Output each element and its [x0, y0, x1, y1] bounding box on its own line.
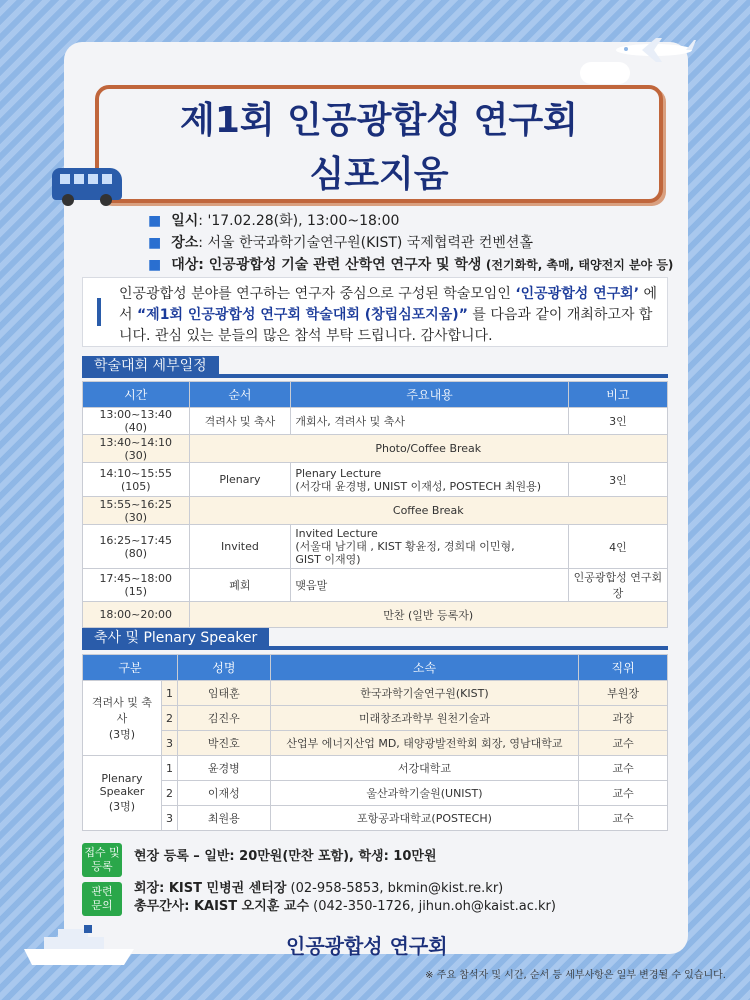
schedule-header: 순서 [189, 382, 291, 408]
speakers-pos: 교수 [579, 806, 668, 831]
speakers-row [83, 681, 668, 706]
registration-badge [82, 843, 122, 877]
speakers-row [83, 781, 668, 806]
contact-badge [82, 882, 122, 916]
schedule-row [83, 602, 668, 628]
info-row: ■ 일시: '17.02.28(화), 13:00~18:00 [148, 213, 400, 229]
title-box [95, 85, 663, 203]
schedule-time: 13:00~13:40 (40) [83, 408, 190, 435]
schedule-content: Invited Lecture (서울대 남기태 , KIST 황윤정, 경희대 이민형, GIST 이재영) [291, 525, 568, 569]
schedule-content: 만찬 (일반 등록자) [189, 602, 667, 628]
speakers-org: 포항공과대학교(POSTECH) [270, 806, 578, 831]
speakers-pos: 부원장 [579, 681, 668, 706]
footer-org: 인공광합성 연구회 [286, 934, 448, 958]
speakers-no: 3 [161, 731, 177, 756]
schedule-note: 3인 [568, 463, 667, 497]
schedule-note: 3인 [568, 408, 667, 435]
speakers-name: 이재성 [177, 781, 270, 806]
speakers-group: Plenary Speaker (3명) [83, 756, 162, 831]
title-line1: 제1회 인공광합성 연구회 [180, 100, 578, 141]
schedule-row [83, 525, 668, 569]
speakers-header: 구분 [83, 655, 178, 681]
schedule-header: 비고 [568, 382, 667, 408]
speakers-pos: 교수 [579, 731, 668, 756]
speakers-header: 성명 [177, 655, 270, 681]
schedule-content: 개회사, 격려사 및 축사 [291, 408, 568, 435]
schedule-order: 폐회 [189, 569, 291, 602]
schedule-time: 13:40~14:10 (30) [83, 435, 190, 463]
cloud-icon [580, 62, 630, 84]
schedule-order: Plenary [189, 463, 291, 497]
speakers-name: 최원용 [177, 806, 270, 831]
schedule-row [83, 497, 668, 525]
speakers-group: 격려사 및 축사 (3명) [83, 681, 162, 756]
schedule-header: 주요내용 [291, 382, 568, 408]
speakers-org: 울산과학기술원(UNIST) [270, 781, 578, 806]
speakers-pos: 교수 [579, 756, 668, 781]
schedule-row [83, 435, 668, 463]
schedule-note: 인공광합성 연구회장 [568, 569, 667, 602]
speakers-name: 김진우 [177, 706, 270, 731]
registration-badge-label: 접수 및 등록 [84, 846, 120, 873]
speakers-name: 임태훈 [177, 681, 270, 706]
speakers-row [83, 706, 668, 731]
event-info [148, 210, 673, 276]
schedule-note: 4인 [568, 525, 667, 569]
schedule-content: Coffee Break [189, 497, 667, 525]
footer-note: ※ 주요 참석자 및 시간, 순서 등 세부사항은 일부 변경될 수 있습니다. [425, 970, 726, 981]
speakers-no: 2 [161, 706, 177, 731]
schedule-order: Invited [189, 525, 291, 569]
speakers-org: 한국과학기술연구원(KIST) [270, 681, 578, 706]
speakers-no: 3 [161, 806, 177, 831]
title-line2: 심포지움 [309, 154, 449, 195]
registration-info: 현장 등록 – 일반: 20만원(만찬 포함), 학생: 10만원 [134, 849, 437, 864]
schedule-content: Photo/Coffee Break [189, 435, 667, 463]
speakers-org: 서강대학교 [270, 756, 578, 781]
speakers-row [83, 731, 668, 756]
speakers-name: 윤경병 [177, 756, 270, 781]
speakers-name: 박진호 [177, 731, 270, 756]
schedule-table [82, 381, 668, 628]
schedule-time: 16:25~17:45 (80) [83, 525, 190, 569]
speakers-no: 1 [161, 756, 177, 781]
info-row: ■ 대상: 인공광합성 기술 관련 산학연 연구자 및 학생 (전기화학, 촉매, 태양전지 분야 등) [148, 257, 674, 273]
speakers-org: 미래창조과학부 원천기술과 [270, 706, 578, 731]
schedule-row [83, 569, 668, 602]
bus-icon [52, 168, 122, 200]
schedule-row [83, 408, 668, 435]
contact-info: 회장: KIST 민병권 센터장 (02-958-5853, bkmin@kist.re.kr) 총무간사: KAIST 오지훈 교수 (042-350-1726, jihun.oh@kaist.ac.kr) [134, 881, 556, 914]
speakers-org: 산업부 에너지산업 MD, 태양광발전학회 회장, 영남대학교 [270, 731, 578, 756]
schedule-header: 시간 [83, 382, 190, 408]
contact-badge-label: 관련 문의 [91, 885, 113, 912]
speakers-row [83, 756, 668, 781]
schedule-time: 18:00~20:00 [83, 602, 190, 628]
schedule-time: 17:45~18:00 (15) [83, 569, 190, 602]
speakers-heading: 축사 및 Plenary Speaker [82, 628, 269, 648]
speakers-header: 소속 [270, 655, 578, 681]
schedule-row [83, 463, 668, 497]
schedule-heading: 학술대회 세부일정 [82, 356, 219, 376]
schedule-time: 14:10~15:55 (105) [83, 463, 190, 497]
speakers-no: 1 [161, 681, 177, 706]
speakers-pos: 과장 [579, 706, 668, 731]
speakers-pos: 교수 [579, 781, 668, 806]
airplane-icon [612, 38, 696, 62]
intro-box: 인공광합성 분야를 연구하는 연구자 중심으로 구성된 학술모임인 ‘인공광합성 연구회’ 에서 “제1회 인공광합성 연구회 학술대회 (창립심포지움)” 를 다음과 같이 개최하고자 합니다. 관심 있는 분들의 많은 참석 부탁 드립니다. 감사합니다. [82, 277, 668, 347]
speakers-no: 2 [161, 781, 177, 806]
info-row: ■ 장소: 서울 한국과학기술연구원(KIST) 국제협력관 컨벤션홀 [148, 235, 533, 251]
schedule-content: Plenary Lecture (서강대 윤경병, UNIST 이재성, POSTECH 최원용) [291, 463, 568, 497]
schedule-content: 맺음말 [291, 569, 568, 602]
speakers-header: 직위 [579, 655, 668, 681]
speakers-row [83, 806, 668, 831]
ship-icon [24, 925, 134, 965]
speakers-table [82, 654, 668, 831]
schedule-time: 15:55~16:25 (30) [83, 497, 190, 525]
schedule-order: 격려사 및 축사 [189, 408, 291, 435]
